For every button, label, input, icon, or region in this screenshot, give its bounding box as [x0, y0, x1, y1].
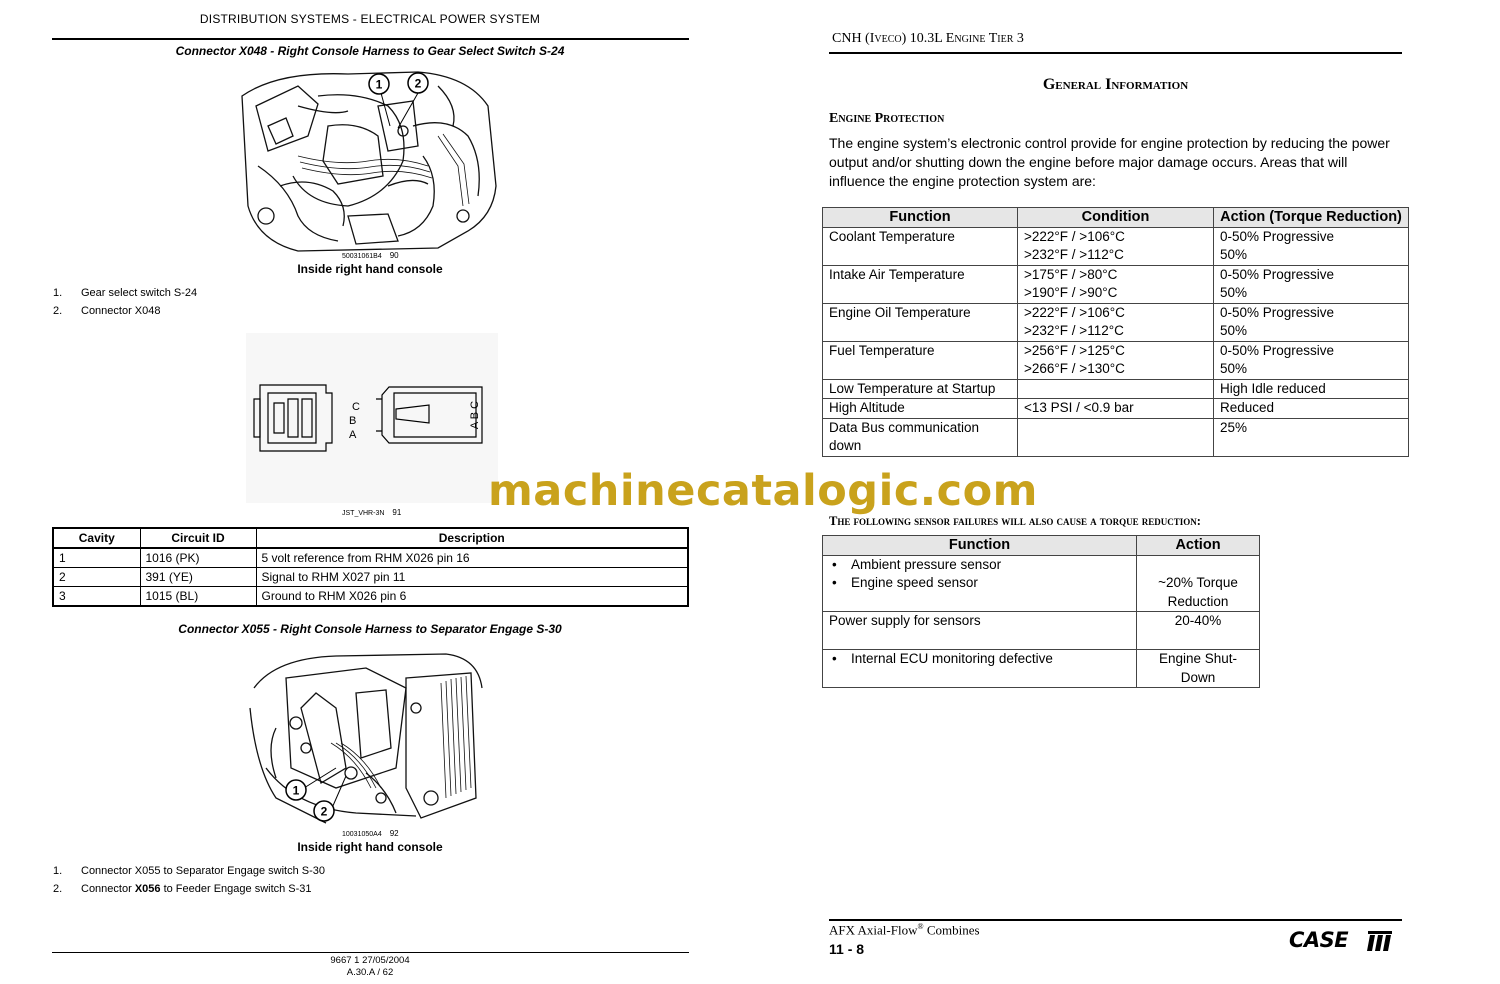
callout-2: 2 — [320, 804, 328, 819]
section1-caption: Connector X048 - Right Console Harness to Gear Select Switch S-24 — [175, 44, 565, 58]
column-header: Function — [823, 208, 1018, 228]
table-row — [823, 227, 1409, 265]
table-row — [823, 418, 1409, 456]
table-cell — [1018, 379, 1214, 399]
table-row — [823, 303, 1409, 341]
pin-labels-rotated: A B C — [469, 400, 481, 430]
table-cell: 3 — [53, 587, 140, 607]
column-header: Condition — [1018, 208, 1214, 228]
case-logo-mark — [1366, 931, 1392, 953]
table-header-row — [823, 208, 1409, 228]
table-cell — [1018, 418, 1214, 456]
table-cell: Intake Air Temperature — [823, 265, 1018, 303]
table-cell: High Idle reduced — [1214, 379, 1409, 399]
case-logo-text: CASE — [1289, 928, 1349, 952]
sensor-table — [822, 535, 1260, 688]
table-cell: >256°F / >125°C >266°F / >130°C — [1018, 341, 1214, 379]
right-page-header: CNH (Iveco) 10.3L Engine Tier 3 — [832, 31, 1024, 46]
table-cell: 1 — [53, 548, 140, 568]
table-row — [823, 650, 1260, 688]
cavity-table — [52, 527, 689, 607]
table-cell: Signal to RHM X027 pin 11 — [256, 568, 688, 587]
table-cell: Reduced — [1214, 399, 1409, 419]
column-header: Description — [256, 528, 688, 548]
table-cell: 0-50% Progressive 50% — [1214, 341, 1409, 379]
table-row — [823, 265, 1409, 303]
table-cell: Coolant Temperature — [823, 227, 1018, 265]
table-cell: 1015 (BL) — [140, 587, 256, 607]
column-header: Circuit ID — [140, 528, 256, 548]
page-number: 11 - 8 — [829, 941, 865, 957]
table-header-row — [53, 528, 688, 548]
connector-drawing — [246, 333, 498, 503]
table-cell: 20-40% — [1137, 612, 1260, 650]
table-row — [823, 612, 1260, 650]
case-logo — [1286, 928, 1394, 954]
column-header: Function — [823, 536, 1137, 556]
console-illustration-1 — [238, 66, 502, 256]
table-cell: 0-50% Progressive 50% — [1214, 265, 1409, 303]
footer-rule — [829, 919, 1402, 921]
table-cell: >222°F / >106°C >232°F / >112°C — [1018, 303, 1214, 341]
callout-1: 1 — [292, 783, 300, 798]
table-cell: 2 — [53, 568, 140, 587]
pin-label-a: A — [349, 429, 357, 441]
figure3-number: 10031050A4 92 — [342, 829, 399, 838]
left-page-header: DISTRIBUTION SYSTEMS - ELECTRICAL POWER SYSTEM — [199, 12, 541, 26]
table-cell: >175°F / >80°C >190°F / >90°C — [1018, 265, 1214, 303]
section-heading: Engine Protection — [829, 111, 945, 126]
callout-2: 2 — [414, 76, 422, 91]
table-cell: Power supply for sensors — [823, 612, 1137, 650]
column-header: Cavity — [53, 528, 140, 548]
table-row — [823, 341, 1409, 379]
pin-label-b: B — [349, 415, 357, 427]
header-rule — [829, 52, 1402, 54]
callout-1: 1 — [375, 77, 383, 92]
table-cell: 0-50% Progressive 50% — [1214, 303, 1409, 341]
table-cell: Fuel Temperature — [823, 341, 1018, 379]
table-cell: Data Bus communication down — [823, 418, 1018, 456]
table-row — [823, 399, 1409, 419]
table-cell: Engine Shut-Down — [1137, 650, 1260, 688]
table-cell: Ground to RHM X026 pin 6 — [256, 587, 688, 607]
intro-paragraph: The engine system’s electronic control provide for engine protection by reducing the power output and/or shutting down the engine before major damage occurs. Areas that will influence the engine protection system are: — [829, 135, 1390, 189]
table-row — [823, 555, 1260, 612]
left-page-footer: 9667 1 27/05/2004 A.30.A / 62 — [330, 955, 410, 978]
table-header-row — [823, 536, 1260, 556]
table-cell: ~20% Torque Reduction — [1137, 555, 1260, 612]
watermark: machinecatalogic.com — [488, 466, 1038, 516]
product-name: AFX Axial-Flow® Combines — [829, 922, 980, 938]
table-cell: 1016 (PK) — [140, 548, 256, 568]
pin-label-c: C — [352, 401, 360, 413]
table-cell: • Internal ECU monitoring defective — [823, 650, 1137, 688]
table-row — [53, 548, 688, 568]
table-cell: Low Temperature at Startup — [823, 379, 1018, 399]
sensor-heading: The following sensor failures will also cause a torque reduction: — [829, 514, 1201, 528]
table-cell: Engine Oil Temperature — [823, 303, 1018, 341]
figure2-number: JST_VHR-3N 91 — [342, 508, 402, 517]
figure1-number: 50031061B4 90 — [342, 251, 399, 260]
table-cell: 0-50% Progressive 50% — [1214, 227, 1409, 265]
table-cell: 5 volt reference from RHM X026 pin 16 — [256, 548, 688, 568]
table-cell: • Ambient pressure sensor • Engine speed sensor — [823, 555, 1137, 612]
figure3-subtitle: Inside right hand console — [297, 840, 443, 854]
column-header: Action (Torque Reduction) — [1214, 208, 1409, 228]
protection-table — [822, 207, 1409, 457]
table-row — [53, 568, 688, 587]
figure1-subtitle: Inside right hand console — [297, 262, 443, 276]
table-cell: <13 PSI / <0.9 bar — [1018, 399, 1214, 419]
page-title: General Information — [1042, 76, 1189, 93]
footer-rule — [52, 952, 689, 953]
table-cell: >222°F / >106°C >232°F / >112°C — [1018, 227, 1214, 265]
table-cell: High Altitude — [823, 399, 1018, 419]
section2-caption: Connector X055 - Right Console Harness to Separator Engage S-30 — [178, 622, 562, 636]
table-cell: 25% — [1214, 418, 1409, 456]
table-row — [823, 379, 1409, 399]
column-header: Action — [1137, 536, 1260, 556]
header-rule — [52, 38, 689, 40]
console-illustration-2 — [246, 648, 484, 826]
table-row — [53, 587, 688, 607]
table-cell: 391 (YE) — [140, 568, 256, 587]
